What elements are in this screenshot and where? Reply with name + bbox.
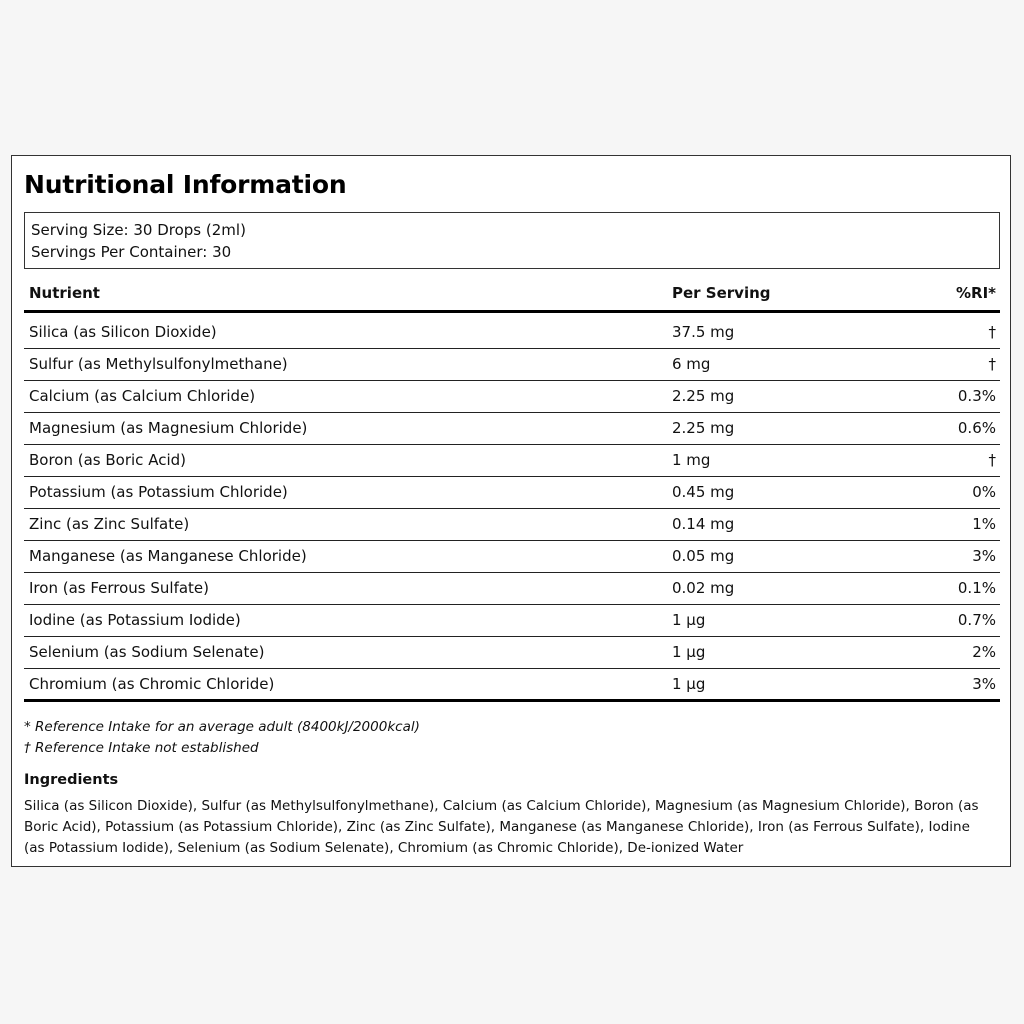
header-per-serving: Per Serving xyxy=(672,284,771,302)
table-row xyxy=(24,445,1000,477)
header-ri: %RI* xyxy=(955,284,996,302)
table-body xyxy=(24,317,1000,702)
table-row xyxy=(24,349,1000,381)
nutrient-amount: 0.14 mg xyxy=(672,515,735,533)
nutrient-ri: † xyxy=(988,323,996,341)
nutrient-name: Iron (as Ferrous Sulfate) xyxy=(29,579,210,597)
nutrient-ri: 3% xyxy=(972,547,996,565)
nutrient-amount: 1 mg xyxy=(672,451,711,469)
nutrient-ri: 0% xyxy=(972,483,996,501)
nutrient-name: Selenium (as Sodium Selenate) xyxy=(29,643,265,661)
table-row xyxy=(24,381,1000,413)
nutrient-amount: 0.45 mg xyxy=(672,483,735,501)
nutrient-name: Potassium (as Potassium Chloride) xyxy=(29,483,288,501)
table-row xyxy=(24,413,1000,445)
nutrient-ri: 0.1% xyxy=(957,579,996,597)
nutrition-panel xyxy=(11,155,1011,867)
nutrient-amount: 1 µg xyxy=(672,643,706,661)
nutrient-name: Zinc (as Zinc Sulfate) xyxy=(29,515,190,533)
nutrient-amount: 2.25 mg xyxy=(672,387,735,405)
ri-footnote: * Reference Intake for an average adult (8400kJ/2000kcal) xyxy=(24,719,420,735)
table-row xyxy=(24,637,1000,669)
ingredients-text: Silica (as Silicon Dioxide), Sulfur (as Methylsulfonylmethane), Calcium (as Calcium Chloride), Magnesium (as Magnesium Chloride), Boron (as Boric Acid), Potassium (as Potassium Chloride), Zinc (as Zinc Sulfate), Manganese (as Manganese Chloride), Iron (as Ferrous Sulfate), Iodine (as Potassium Iodide), Selenium (as Sodium Selenate), Chromium (as Chromic Chloride), De-ionized Water xyxy=(24,798,979,856)
nutrient-amount: 0.05 mg xyxy=(672,547,735,565)
header-nutrient: Nutrient xyxy=(29,284,100,302)
nutrient-ri: 0.7% xyxy=(957,611,996,629)
nutrient-amount: 37.5 mg xyxy=(672,323,735,341)
nutrient-ri: † xyxy=(988,355,996,373)
nutrient-ri: 1% xyxy=(972,515,996,533)
servings-per-container: Servings Per Container: 30 xyxy=(31,242,232,261)
table-row xyxy=(24,317,1000,349)
footnotes xyxy=(24,717,420,759)
nutrient-name: Silica (as Silicon Dioxide) xyxy=(29,323,217,341)
nutrient-name: Chromium (as Chromic Chloride) xyxy=(29,675,275,693)
table-row xyxy=(24,477,1000,509)
serving-info-box xyxy=(24,212,1000,269)
nutrient-amount: 2.25 mg xyxy=(672,419,735,437)
nutrient-table xyxy=(24,276,1000,702)
nutrient-ri: 3% xyxy=(972,675,996,693)
nutrient-ri: 0.6% xyxy=(957,419,996,437)
table-row xyxy=(24,573,1000,605)
table-row xyxy=(24,605,1000,637)
nutrient-name: Calcium (as Calcium Chloride) xyxy=(29,387,256,405)
table-row xyxy=(24,541,1000,573)
nutrient-name: Magnesium (as Magnesium Chloride) xyxy=(29,419,308,437)
table-header xyxy=(24,276,1000,313)
nutrient-name: Manganese (as Manganese Chloride) xyxy=(29,547,307,565)
serving-size: Serving Size: 30 Drops (2ml) xyxy=(31,221,246,239)
nutrient-name: Iodine (as Potassium Iodide) xyxy=(29,611,241,629)
nutrient-amount: 1 µg xyxy=(672,611,706,629)
nutrient-amount: 0.02 mg xyxy=(672,579,735,597)
nutrient-ri: 2% xyxy=(972,643,996,661)
nutrient-amount: 1 µg xyxy=(672,675,706,693)
nutrient-ri: 0.3% xyxy=(957,387,996,405)
page-title: Nutritional Information xyxy=(24,170,347,199)
nutrient-amount: 6 mg xyxy=(672,355,711,373)
table-row xyxy=(24,509,1000,541)
dagger-footnote: † Reference Intake not established xyxy=(24,740,259,756)
nutrient-name: Sulfur (as Methylsulfonylmethane) xyxy=(29,355,288,373)
ingredients-title: Ingredients xyxy=(24,772,119,788)
nutrient-ri: † xyxy=(988,451,996,469)
table-row xyxy=(24,669,1000,702)
nutrient-name: Boron (as Boric Acid) xyxy=(29,451,186,469)
